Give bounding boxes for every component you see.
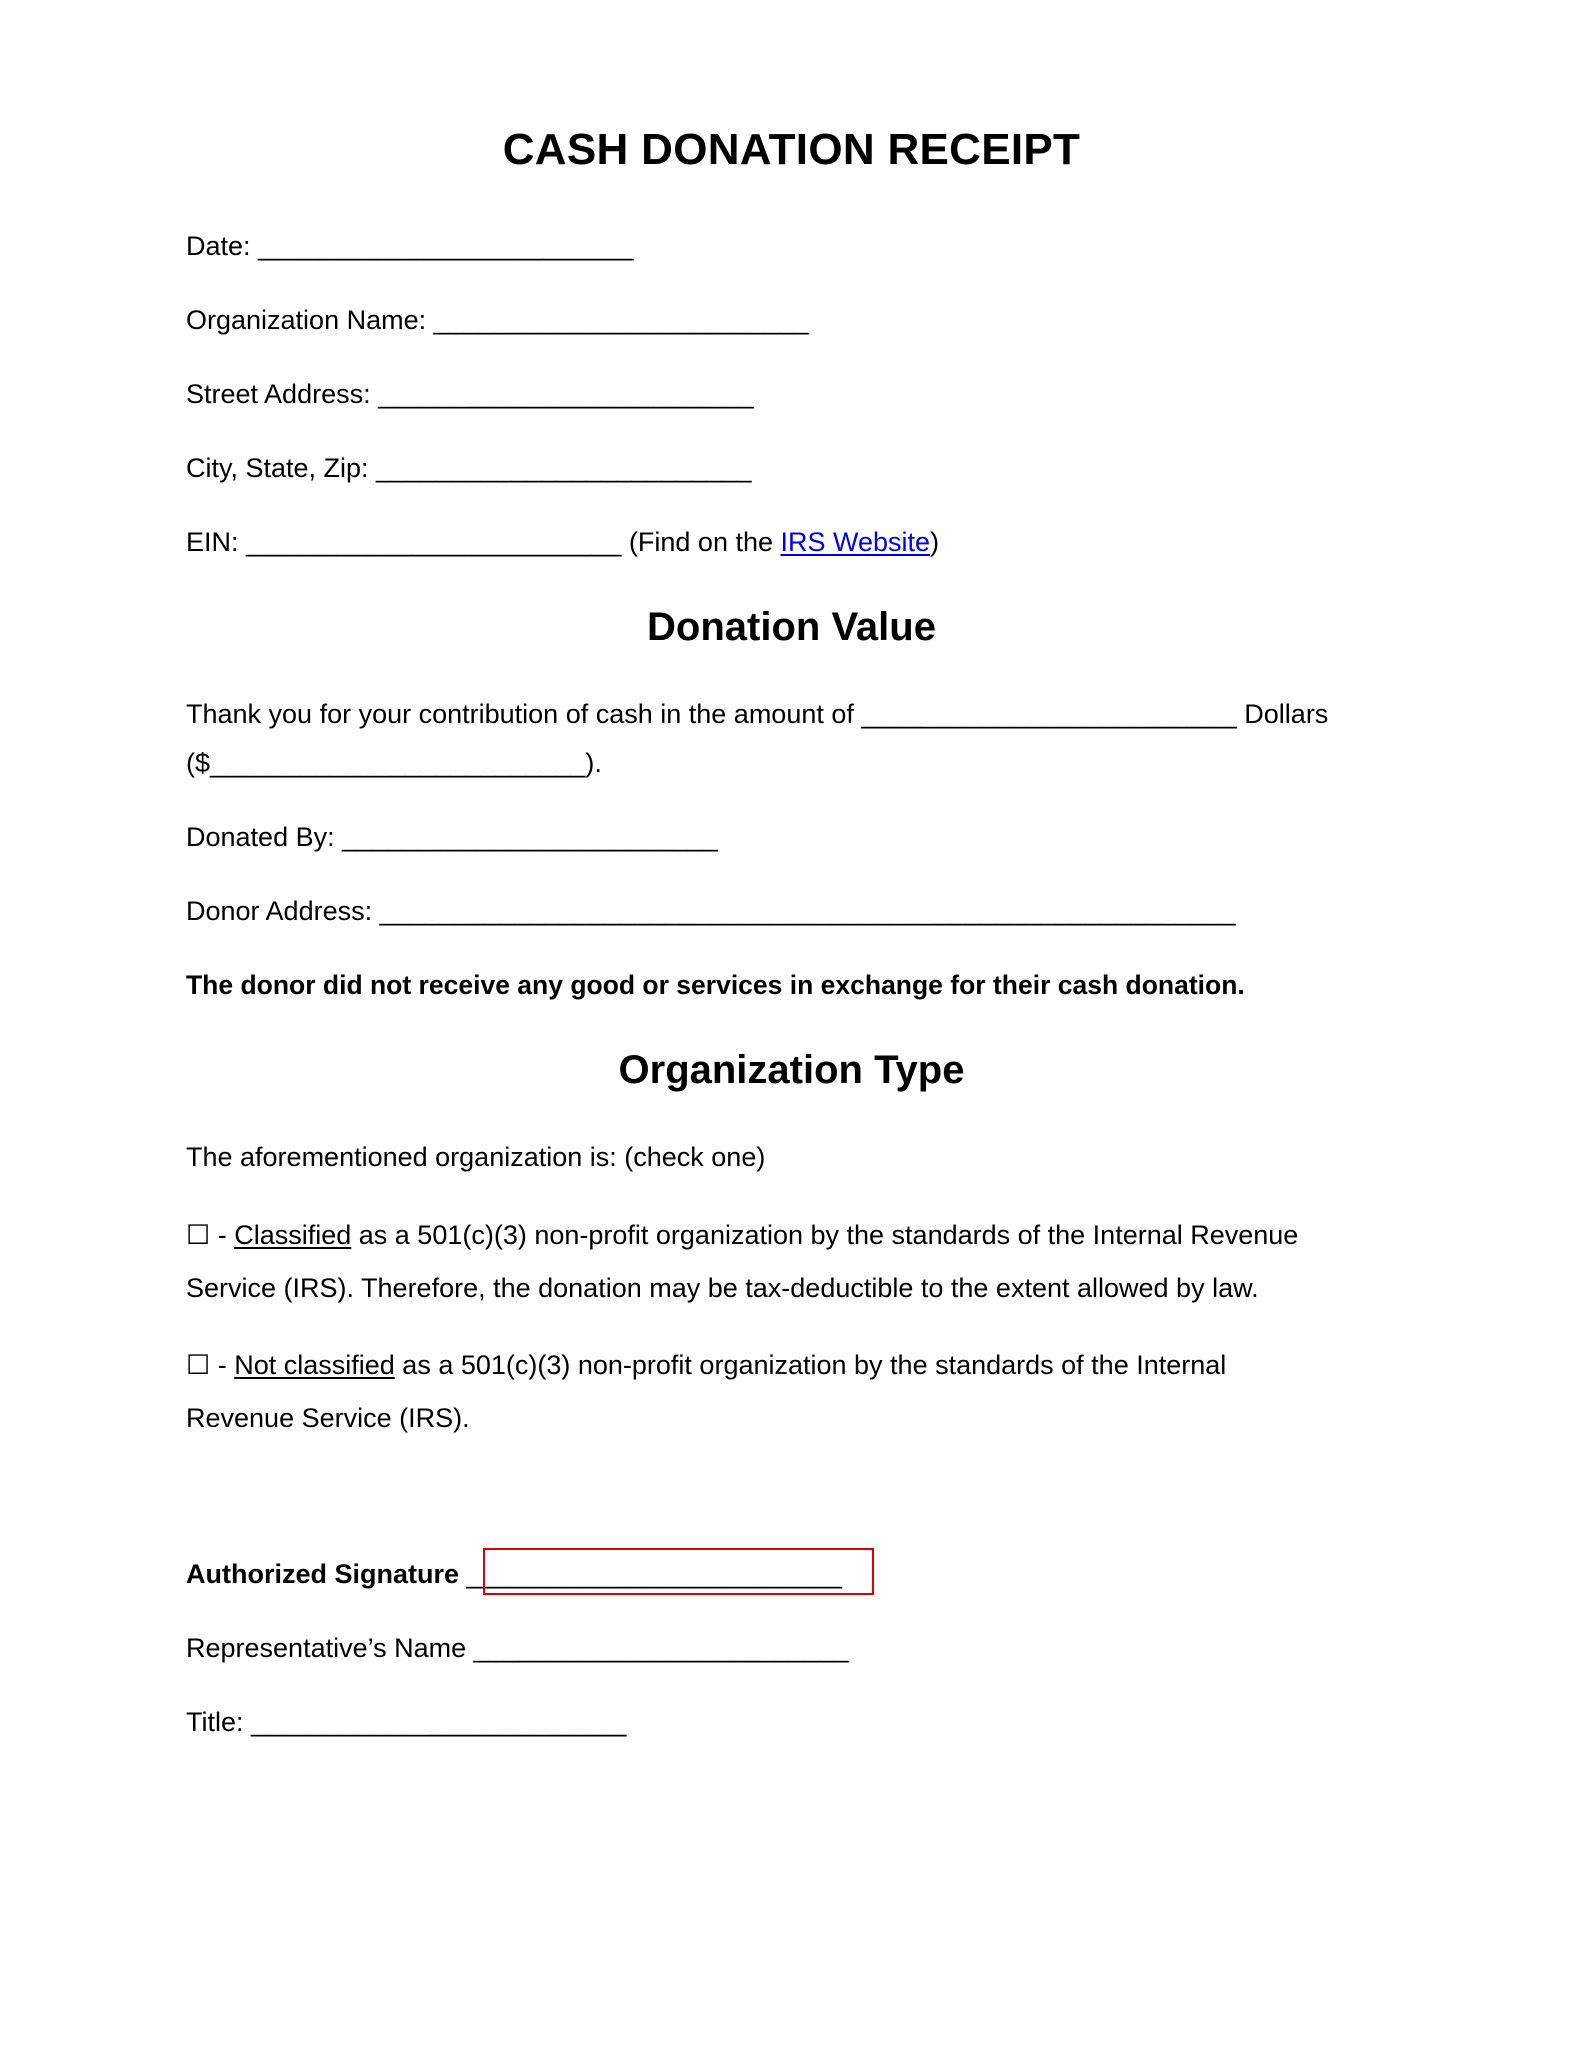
option-dash: - [210, 1220, 235, 1250]
option-classified-line1 [186, 1218, 1298, 1252]
not-classified-keyword: Not classified [234, 1350, 395, 1380]
donation-amount-line: Thank you for your contribution of cash in the amount of _________________________ Dollars [186, 699, 1329, 729]
ein-field [186, 525, 939, 559]
option-dash: - [210, 1350, 235, 1380]
street-address-field: Street Address: _________________________ [186, 379, 754, 409]
signature-blank: _________________________ [466, 1559, 842, 1589]
option-not-classified-line1 [186, 1348, 1226, 1382]
classified-keyword: Classified [234, 1220, 352, 1250]
ein-label: EIN: _________________________ (Find on the [186, 527, 781, 557]
option-not-classified-line2: Revenue Service (IRS). [186, 1403, 470, 1433]
not-classified-checkbox[interactable]: ☐ [186, 1350, 211, 1380]
donation-amount-dollars-line: ($_________________________). [186, 748, 602, 778]
date-field: Date: _________________________ [186, 231, 634, 261]
organization-type-intro: The aforementioned organization is: (check one) [186, 1142, 766, 1172]
classified-checkbox[interactable]: ☐ [186, 1220, 211, 1250]
irs-website-link[interactable]: IRS Website [780, 527, 931, 557]
authorized-signature-label: Authorized Signature [186, 1559, 460, 1589]
city-state-zip-field: City, State, Zip: _________________________ [186, 453, 752, 483]
representative-name-field: Representative’s Name _________________________ [186, 1633, 850, 1663]
donated-by-field: Donated By: _________________________ [186, 822, 718, 852]
classified-description: as a 501(c)(3) non-profit organization by the standards of the Internal Revenue [351, 1220, 1299, 1250]
ein-suffix: ) [930, 527, 940, 557]
no-goods-notice: The donor did not receive any good or services in exchange for their cash donation. [186, 970, 1245, 1000]
not-classified-description: as a 501(c)(3) non-profit organization by the standards of the Internal [394, 1350, 1227, 1380]
organization-name-field: Organization Name: _________________________ [186, 305, 810, 335]
donor-address-field: Donor Address: _________________________________________________________ [186, 896, 1236, 926]
donation-value-heading: Donation Value [647, 605, 936, 649]
title-field: Title: _________________________ [186, 1707, 627, 1737]
option-classified-line2: Service (IRS). Therefore, the donation may be tax-deductible to the extent allowed by law. [186, 1273, 1259, 1303]
page-title: CASH DONATION RECEIPT [502, 125, 1081, 174]
signature-input-box[interactable] [483, 1548, 874, 1595]
organization-type-heading: Organization Type [618, 1048, 965, 1092]
